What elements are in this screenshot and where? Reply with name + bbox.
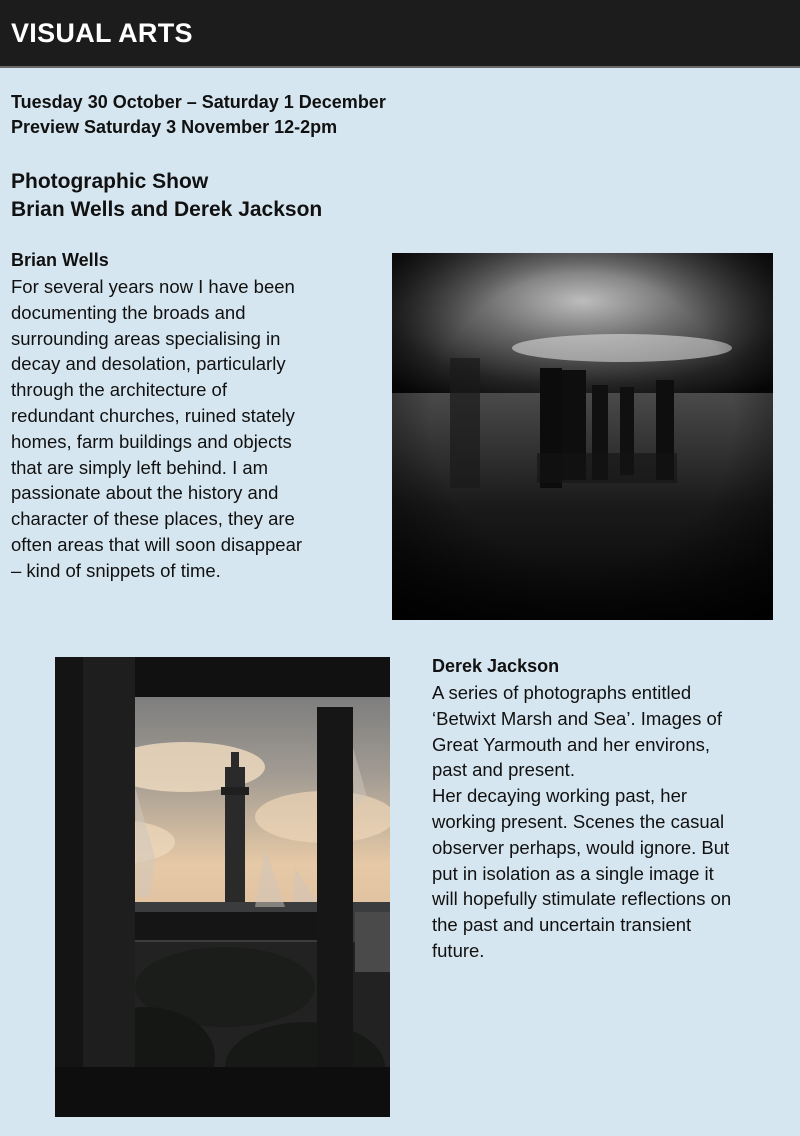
preview-info: Preview Saturday 3 November 12-2pm [11, 117, 338, 137]
sea-photo [392, 253, 773, 620]
derek-jackson-section [432, 654, 792, 964]
window-photo [55, 657, 390, 1117]
artist-name: Brian Wells [11, 250, 109, 270]
brian-wells-section [11, 248, 381, 584]
artist-bio: For several years now I have been documenting the broads and surrounding areas specialising in decay and desolation, particularly through the architecture of redundant churches, ruined stately homes, farm buildings and objects that are simply left behind. I am passionate about the history and character of these places, they are often areas that will soon disappear – kind of snippets of time. [11, 276, 303, 581]
show-heading [11, 168, 322, 224]
show-title: Photographic Show [11, 170, 209, 193]
artist-name: Derek Jackson [432, 656, 560, 676]
show-artists: Brian Wells and Derek Jackson [11, 198, 323, 221]
artist-bio: A series of photographs entitled ‘Betwixt Marsh and Sea’. Images of Great Yarmouth and her environs, past and present. Her decaying working past, her working present. Scenes the casual observer perhaps, would ignore. But put in isolation as a single image it will hopefully stimulate reflections on the past and uncertain transient future. [432, 682, 732, 961]
date-range: Tuesday 30 October – Saturday 1 December [11, 92, 386, 112]
event-dates [11, 90, 386, 140]
section-header [0, 0, 800, 68]
section-title: VISUAL ARTS [11, 18, 193, 48]
